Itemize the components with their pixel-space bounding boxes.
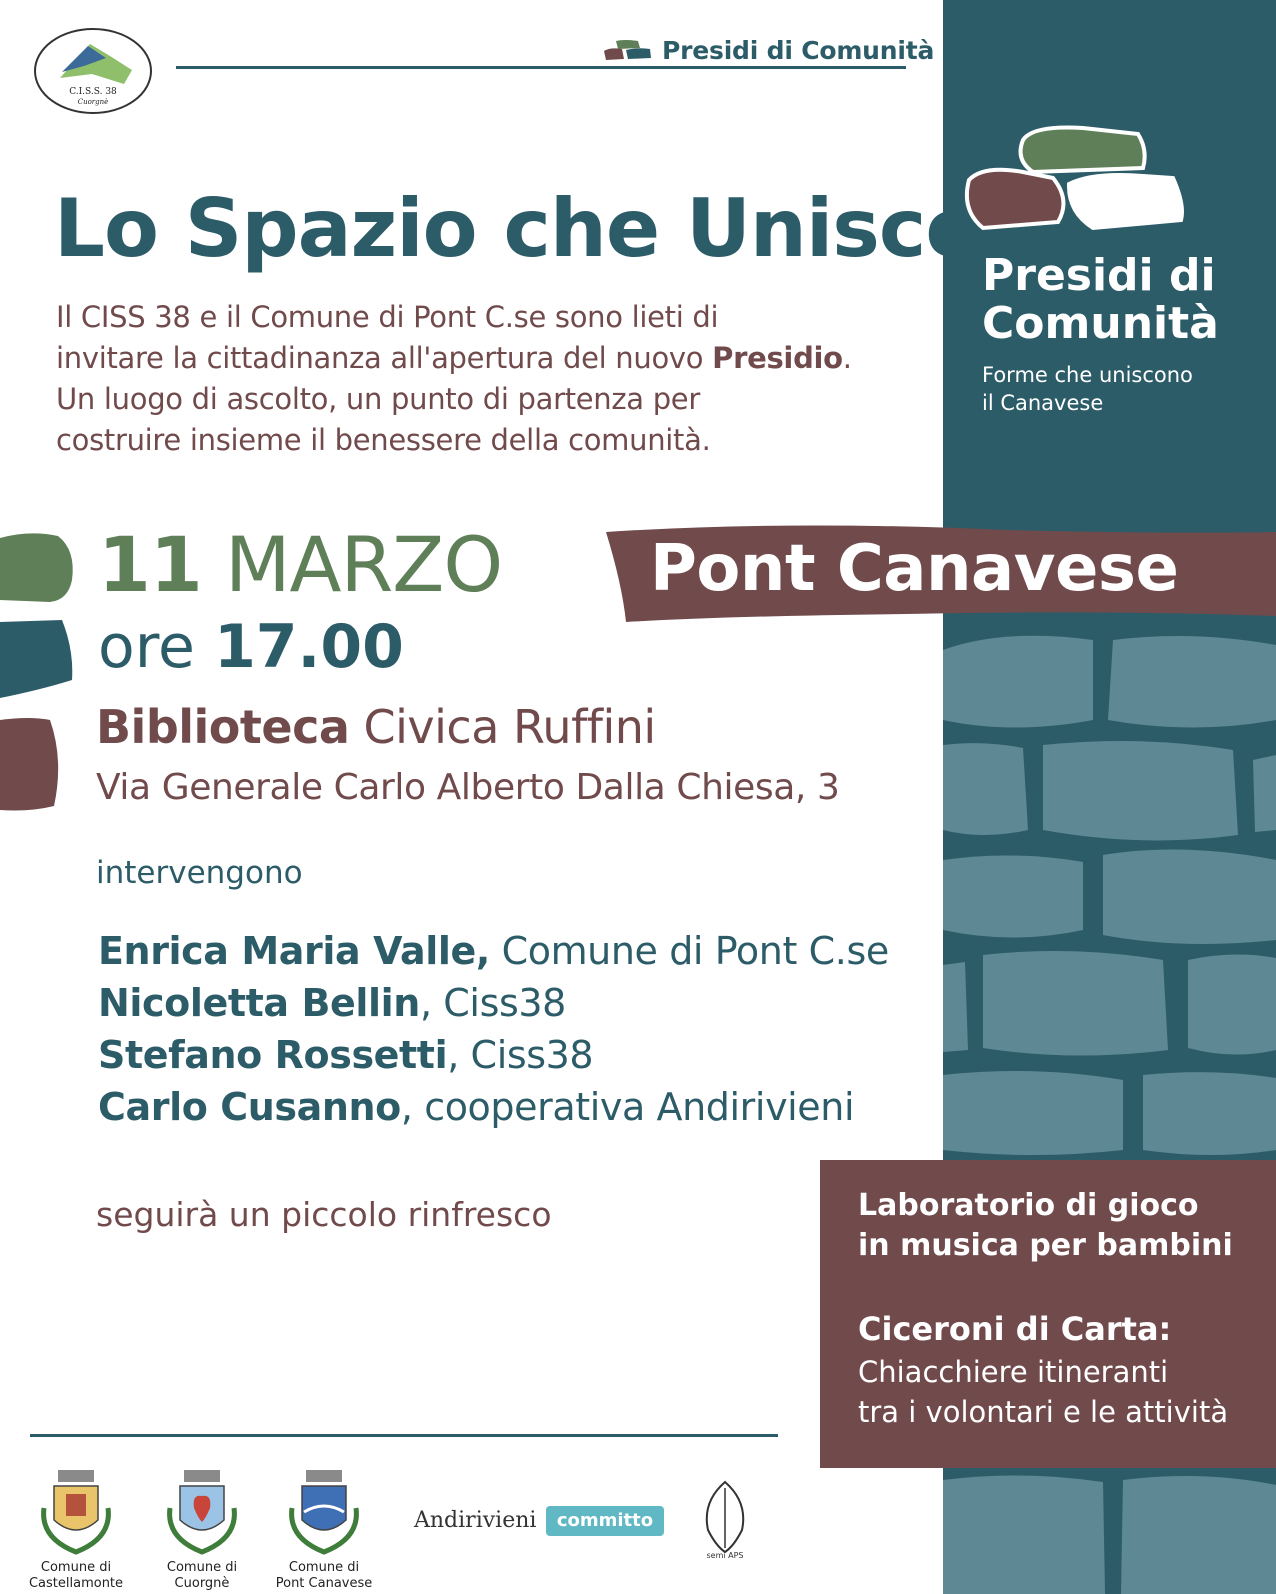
svg-text:Cuorgnè: Cuorgnè: [77, 98, 109, 106]
speakers-label: intervengono: [96, 855, 303, 891]
semi-aps-leaf-icon: [694, 1478, 756, 1560]
intro-text: [56, 297, 936, 461]
event-time-prefix: ore: [98, 612, 195, 682]
crest-label-pont-canavese: Comune di Pont Canavese: [275, 1560, 373, 1591]
header-brand: [604, 33, 934, 67]
ciss38-logo: [32, 26, 154, 116]
event-month: MARZO: [224, 520, 503, 609]
speaker-role: , Ciss38: [419, 981, 566, 1025]
event-city: Pont Canavese: [650, 532, 1179, 606]
speaker-role: , cooperativa Andirivieni: [400, 1085, 855, 1129]
event-time: [98, 612, 404, 682]
castellamonte-crest-icon: [36, 1468, 116, 1560]
header-brand-label: Presidi di Comunità: [662, 35, 935, 65]
crest-label-cuorgne: Comune di Cuorgnè: [166, 1560, 238, 1591]
speaker-row: [98, 925, 889, 977]
footer-divider: [30, 1434, 778, 1437]
intro-line: Un luogo di ascolto, un punto di partenza per: [56, 382, 700, 416]
speaker-role: , Ciss38: [447, 1033, 594, 1077]
brand-title-line1: Presidi di: [982, 250, 1216, 301]
speaker-name: Carlo Cusanno: [98, 1085, 401, 1129]
refreshment-note: seguirà un piccolo rinfresco: [96, 1195, 552, 1234]
pont-canavese-crest-icon: [284, 1468, 364, 1560]
cuorgne-crest-icon: [162, 1468, 242, 1560]
event-venue: [96, 700, 656, 754]
speaker-name: Nicoletta Bellin: [98, 981, 420, 1025]
brand-tagline: [982, 361, 1222, 417]
speaker-row: [98, 977, 889, 1029]
speaker-row: [98, 1081, 889, 1133]
event-date: [98, 520, 502, 609]
speaker-name: Enrica Maria Valle,: [98, 929, 490, 973]
venue-name-rest: Civica Ruffini: [363, 700, 656, 754]
activity-ciceroni-desc: Chiacchiere itineranti tra i volontari e le attività: [858, 1355, 1229, 1429]
brand-title-line2: Comunità: [982, 298, 1219, 349]
crest-label-castellamonte: Comune di Castellamonte: [28, 1560, 124, 1591]
intro-line: invitare la cittadinanza all'apertura del nuovo Presidio.: [56, 341, 852, 375]
speakers-list: [98, 925, 889, 1133]
svg-text:C.I.S.S. 38: C.I.S.S. 38: [69, 87, 117, 97]
event-day: 11: [98, 520, 202, 609]
left-stones-decoration: [0, 530, 80, 820]
intro-line: costruire insieme il benessere della comunità.: [56, 423, 711, 457]
brand-tagline-line1: Forme che uniscono: [982, 363, 1193, 387]
brand-title: [982, 252, 1219, 348]
brand-stones-icon: [967, 128, 1182, 229]
activity-ciceroni-title: Ciceroni di Carta:: [858, 1310, 1172, 1348]
intro-line: Il CISS 38 e il Comune di Pont C.se sono lieti di: [56, 300, 719, 334]
intro-highlight: Presidio: [712, 341, 843, 375]
brand-tagline-line2: il Canavese: [982, 391, 1104, 415]
speaker-role: Comune di Pont C.se: [489, 929, 889, 973]
header-divider: [176, 66, 906, 69]
committo-logo: committo: [546, 1506, 664, 1536]
speaker-name: Stefano Rossetti: [98, 1033, 448, 1077]
event-address: Via Generale Carlo Alberto Dalla Chiesa, 3: [96, 767, 840, 808]
andirivieni-logo: Andirivieni: [414, 1508, 537, 1533]
venue-name-strong: Biblioteca: [96, 700, 350, 754]
page-title: Lo Spazio che Unisce: [54, 182, 979, 275]
speaker-row: [98, 1029, 889, 1081]
event-time-value: 17.00: [214, 612, 404, 682]
activity-kids-music: Laboratorio di gioco in musica per bambini: [858, 1188, 1233, 1263]
svg-text:semi APS: semi APS: [706, 1551, 744, 1560]
brand-stones-small-icon: [604, 39, 652, 61]
